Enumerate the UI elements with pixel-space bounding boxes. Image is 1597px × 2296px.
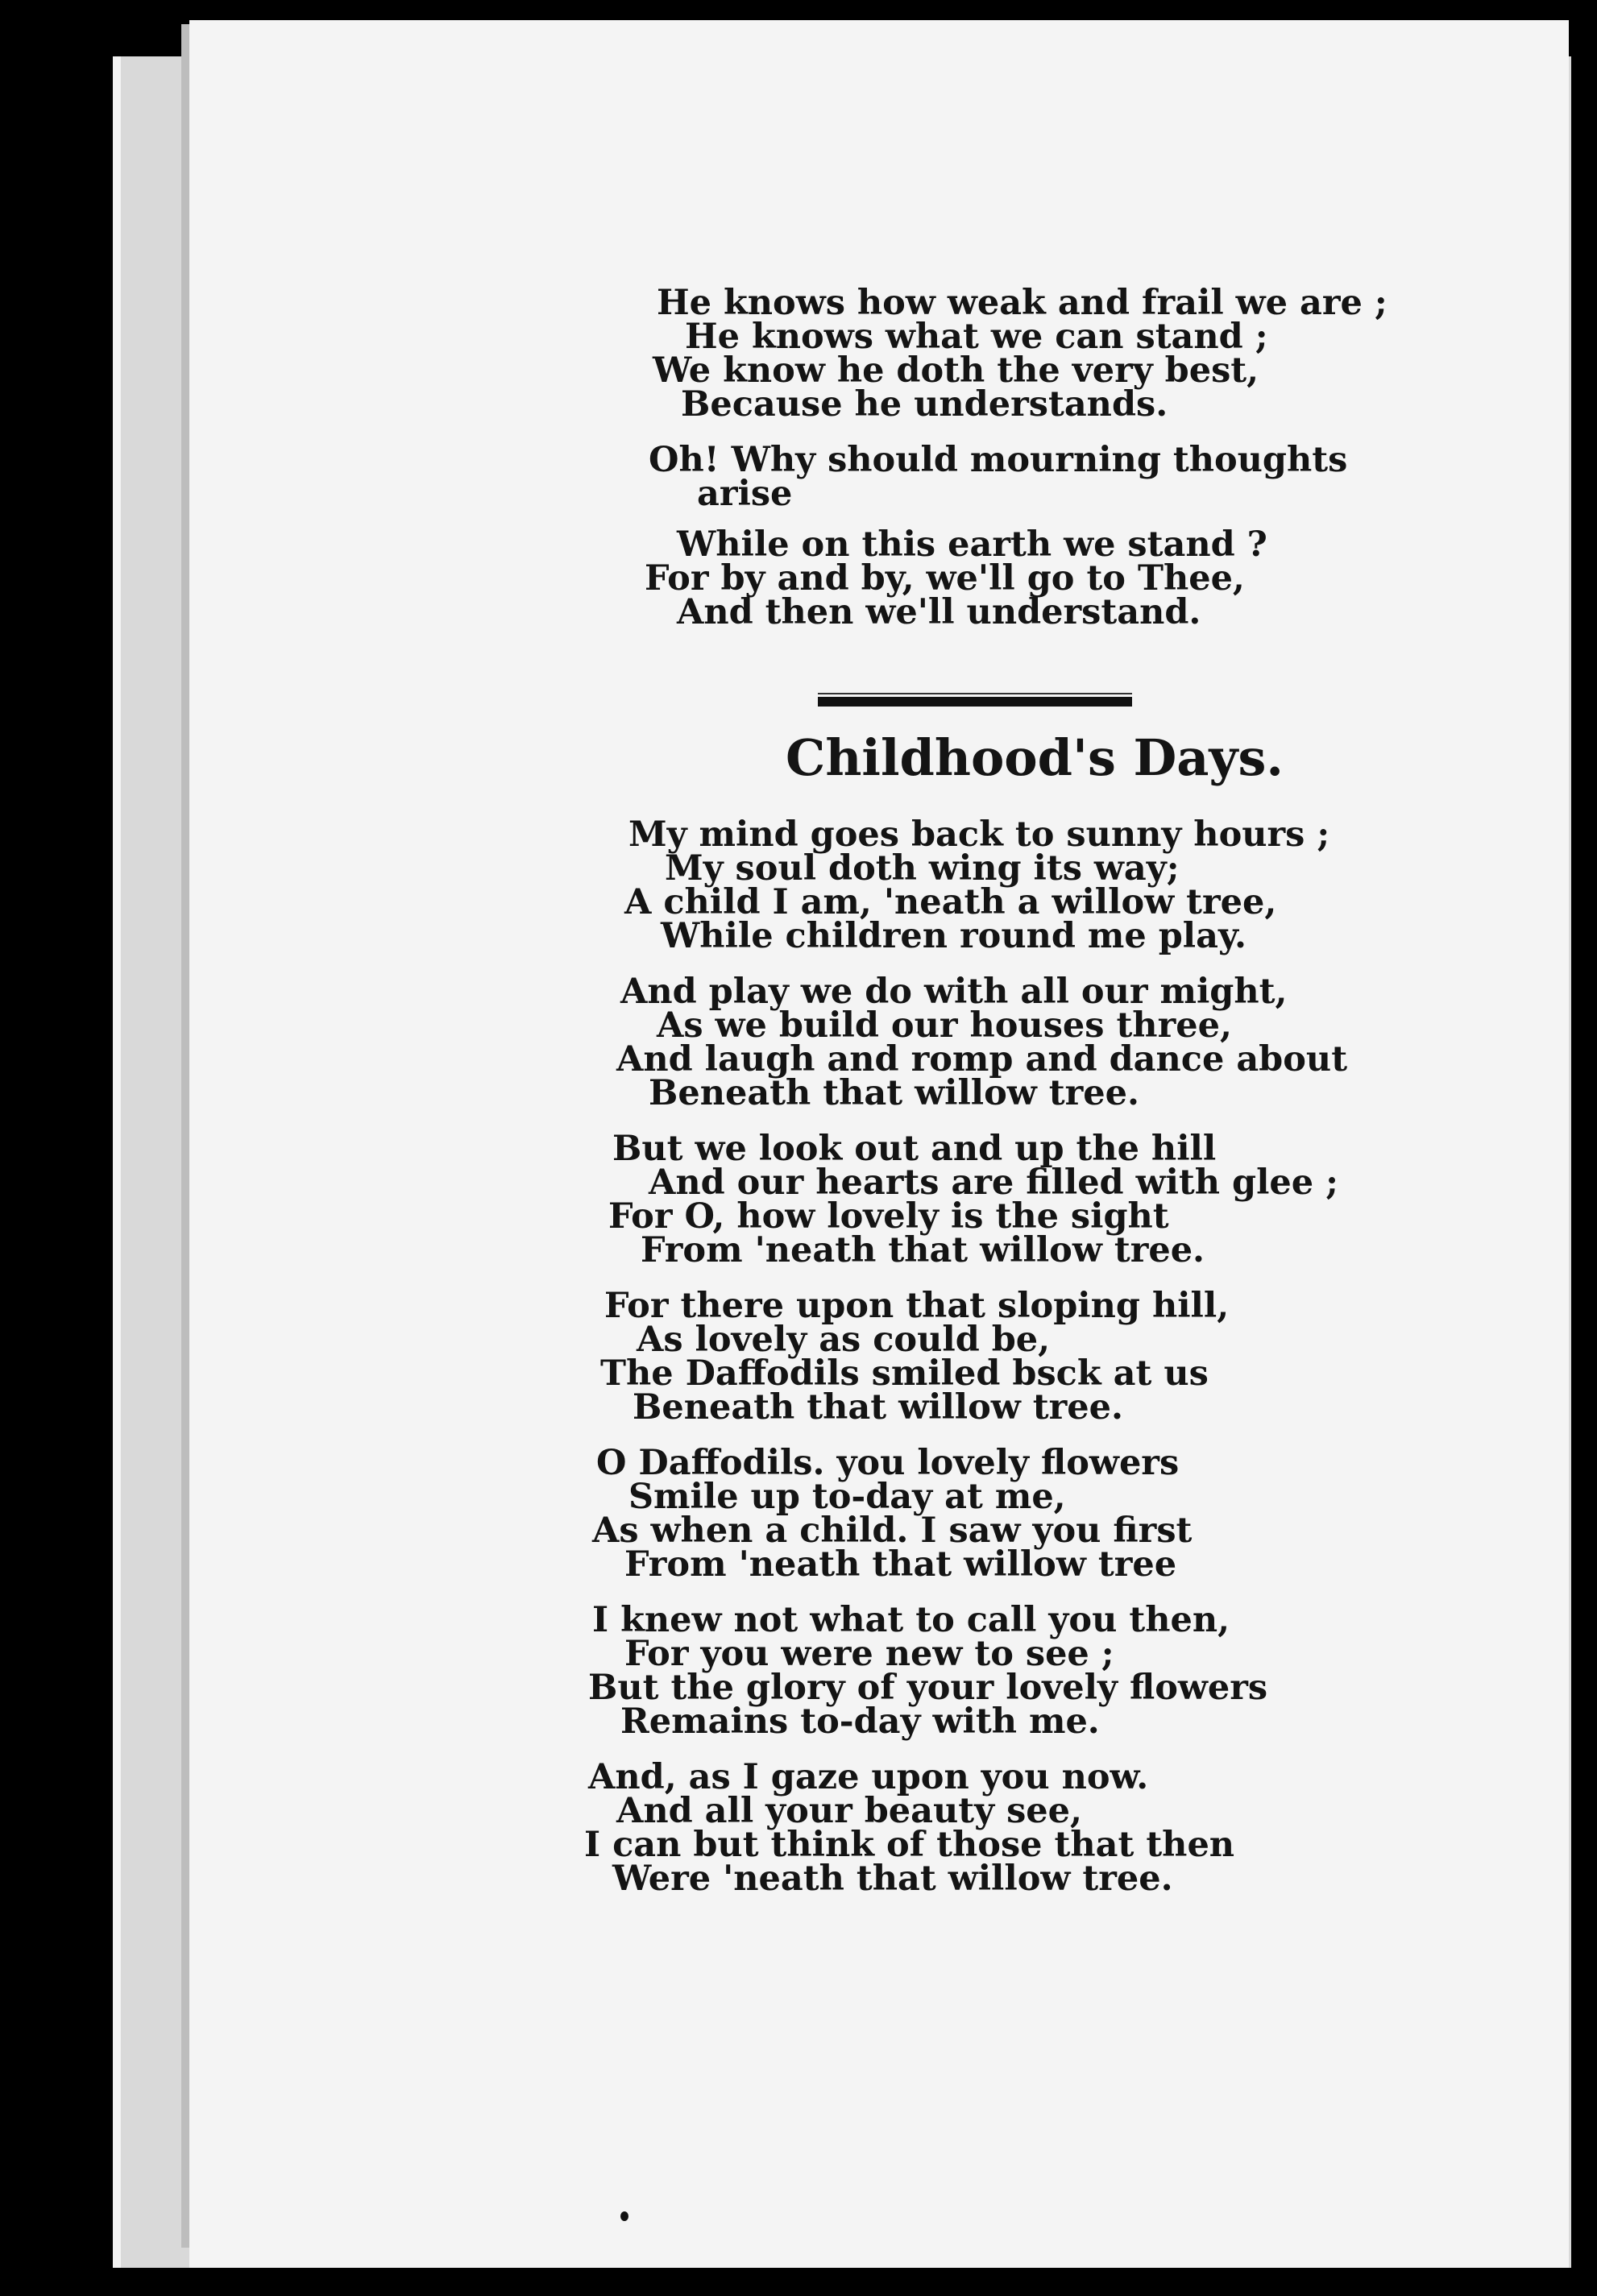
- poem-line: From 'neath that willow tree.: [641, 1230, 1205, 1270]
- poem-line: Smile up to-day at me,: [628, 1477, 1066, 1517]
- poem-line: He knows how weak and frail we are ;: [657, 283, 1388, 323]
- poem-line: I knew not what to call you then,: [592, 1600, 1230, 1640]
- page: [189, 20, 1569, 2268]
- poem-line: And laugh and romp and dance about: [616, 1039, 1348, 1080]
- poem-line: Were 'neath that willow tree.: [612, 1859, 1173, 1899]
- poem-line: For by and by, we'll go to Thee,: [645, 558, 1245, 599]
- poem-line: While children round me play.: [661, 916, 1246, 956]
- poem-line: And then we'll understand.: [677, 592, 1201, 632]
- poem-line: As we build our houses three,: [657, 1005, 1232, 1046]
- poem-title: Childhood's Days.: [786, 728, 1284, 787]
- poem-line: I can but think of those that then: [584, 1825, 1235, 1865]
- poem-line: Remains to-day with me.: [620, 1701, 1100, 1742]
- poem-line: But we look out and up the hill: [612, 1129, 1217, 1169]
- poem-line: My mind goes back to sunny hours ;: [628, 814, 1330, 855]
- poem-line: Oh! Why should mourning thoughts: [649, 440, 1348, 480]
- poem-line: For O, how lovely is the sight: [608, 1196, 1169, 1237]
- poem-line: But the glory of your lovely flowers: [588, 1668, 1268, 1708]
- poem-line: O Daffodils. you lovely flowers: [596, 1443, 1180, 1483]
- poem-line: And play we do with all our might,: [620, 972, 1288, 1012]
- poem-line: The Daffodils smiled bsck at us: [600, 1353, 1209, 1394]
- poem-line: arise: [697, 474, 793, 514]
- poem-line: And our hearts are filled with glee ;: [649, 1163, 1338, 1203]
- poem-line: For there upon that sloping hill,: [604, 1286, 1230, 1326]
- poem-line: For you were new to see ;: [624, 1634, 1114, 1674]
- poem-line: Because he understands.: [681, 384, 1168, 425]
- poem-line: From 'neath that willow tree: [624, 1544, 1177, 1585]
- poem-line: He knows what we can stand ;: [685, 317, 1268, 357]
- poem-line: And, as I gaze upon you now.: [588, 1757, 1149, 1797]
- poem-line: And all your beauty see,: [616, 1791, 1082, 1831]
- section-divider: [818, 697, 1132, 707]
- poem-line: A child I am, 'neath a willow tree,: [624, 882, 1277, 922]
- poem-line: We know he doth the very best,: [653, 350, 1259, 391]
- poem-line: My soul doth wing its way;: [665, 848, 1180, 889]
- print-mark: [620, 2211, 628, 2221]
- poem-line: As when a child. I saw you first: [592, 1511, 1193, 1551]
- poem-line: Beneath that willow tree.: [633, 1387, 1123, 1428]
- poem-area: [189, 20, 1569, 2268]
- poem-line: Beneath that willow tree.: [649, 1073, 1139, 1113]
- poem-line: As lovely as could be,: [637, 1320, 1051, 1360]
- poem-line: While on this earth we stand ?: [677, 524, 1267, 565]
